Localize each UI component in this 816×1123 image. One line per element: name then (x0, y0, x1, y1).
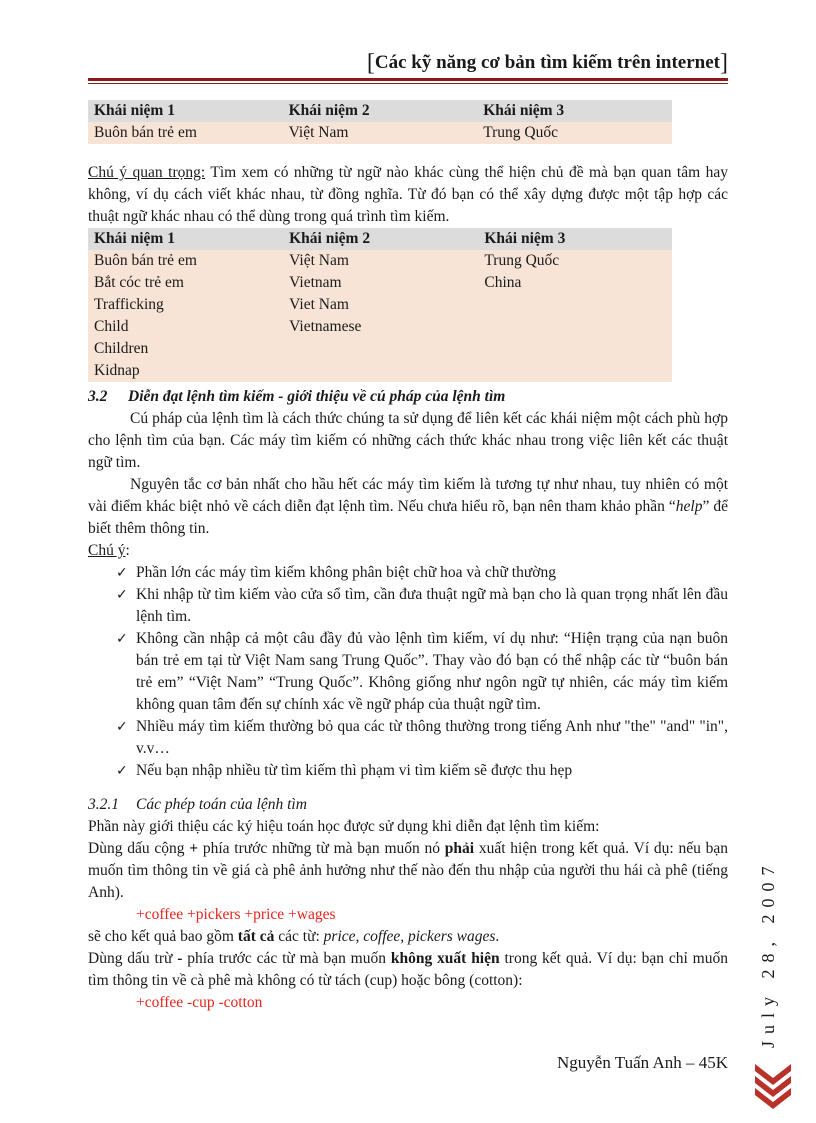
table-row (88, 316, 672, 338)
concept-table-2 (88, 228, 672, 382)
chevron-down-icon (755, 1062, 791, 1114)
paragraph-text: . (495, 928, 500, 945)
table-cell: Buôn bán trẻ em (94, 124, 197, 141)
table-row (88, 294, 672, 316)
table-header-row (88, 100, 672, 122)
table-row (88, 250, 672, 272)
table-cell (478, 316, 672, 338)
note-label: Chú ý (88, 542, 126, 559)
table-cell: Việt Nam (289, 252, 349, 269)
note-heading (88, 540, 728, 562)
list-item (116, 760, 728, 782)
paragraph-text: Dùng dấu trừ (88, 950, 178, 967)
table-header-cell: Khái niệm 1 (88, 100, 283, 122)
table-cell: Vietnamese (289, 318, 362, 335)
footer-author: Nguyễn Tuấn Anh – 45K (557, 1053, 728, 1072)
paragraph-text: sẽ cho kết quả bao gồm (88, 928, 238, 945)
checkmark-icon: ✓ (116, 587, 128, 603)
paragraph-text: Nguyên tắc cơ bản nhất cho hầu hết các máy tìm kiếm là tương tự như nhau, tuy nhiên có một vài điểm khác biệt nhỏ về cách diễn đạt lệnh tìm. Nếu chưa hiểu rõ, bạn nên tham khảo phần “ (88, 476, 728, 515)
table-header-cell: Khái niệm 2 (283, 228, 478, 250)
table-cell: Viet Nam (289, 296, 349, 313)
table-row (88, 272, 672, 294)
paragraph-text: xuất hiện trong kết quả. Ví dụ: nếu bạn muốn tìm thông tin về giá cà phê ảnh hưởng như thế nào đến thu nhập của người thu hái cà phê (tiếng Anh). (88, 840, 728, 901)
header-rule-thick (88, 78, 728, 81)
paragraph-minus (88, 948, 728, 992)
checkmark-icon: ✓ (116, 719, 128, 735)
table-header-row (88, 228, 672, 250)
subsection-title: Các phép toán của lệnh tìm (136, 796, 307, 813)
paragraph-plus (88, 838, 728, 904)
table-cell (283, 338, 478, 360)
important-note (88, 162, 728, 228)
right-bracket: ] (720, 50, 728, 76)
help-term: help (675, 498, 703, 515)
list-item-text: Khi nhập từ tìm kiếm vào cửa sổ tìm, cần đưa thuật ngữ mà bạn cho là quan trọng nhất lên đầu lệnh tìm. (136, 586, 728, 625)
table-cell (478, 294, 672, 316)
table-cell (478, 338, 672, 360)
emphasis: phải (444, 840, 475, 857)
checkmark-icon: ✓ (116, 631, 128, 647)
example-query-1: +coffee +pickers +price +wages (136, 906, 336, 923)
table-header-cell: Khái niệm 1 (88, 228, 283, 250)
table-cell: Child (94, 318, 129, 335)
important-note-label: Chú ý quan trọng: (88, 164, 206, 181)
list-item (116, 716, 728, 760)
paragraph-text: trong kết quả. Ví dụ: bạn chỉ muốn tìm thông tin về cà phê mà không có từ tách (cup) hoặc bông (cotton): (88, 950, 728, 989)
paragraph: Cú pháp của lệnh tìm là cách thức chúng ta sử dụng để liên kết các khái niệm một cách phù hợp cho lệnh tìm của bạn. Các máy tìm kiếm có những cách thức khác nhau trong việc liên kết các thuật ngữ tìm. (88, 410, 728, 471)
list-item (116, 628, 728, 716)
table-cell: Trung Quốc (484, 252, 560, 269)
table-row (88, 338, 672, 360)
list-item-text: Phần lớn các máy tìm kiếm không phân biệt chữ hoa và chữ thường (136, 564, 556, 581)
header-title: Các kỹ năng cơ bản tìm kiếm trên internet (374, 52, 720, 73)
paragraph-text: phía trước các từ mà bạn muốn (182, 950, 391, 967)
page-header (367, 48, 728, 75)
note-colon: : (125, 542, 130, 559)
checkmark-icon: ✓ (116, 565, 128, 581)
table-cell: Kidnap (94, 362, 140, 379)
emphasis: tất cả (237, 928, 275, 945)
paragraph: Phần này giới thiệu các ký hiệu toán học được sử dụng khi diễn đạt lệnh tìm kiếm: (88, 818, 600, 835)
note-list (88, 562, 728, 782)
paragraph-text: ” để biết thêm thông tin. (88, 498, 729, 537)
table-cell: Buôn bán trẻ em (94, 252, 197, 269)
table-cell: Bắt cóc trẻ em (94, 274, 184, 291)
italic-terms: price, coffee, pickers wages (323, 928, 496, 945)
table-cell: Việt Nam (288, 124, 349, 141)
subsection-number: 3.2.1 (88, 796, 119, 813)
table-cell (283, 360, 478, 382)
list-item (116, 584, 728, 628)
header-rule-thin (88, 83, 728, 84)
example-query-2: +coffee -cup -cotton (136, 994, 263, 1011)
list-item-text: Không cần nhập cả một câu đầy đủ vào lệnh tìm kiếm, ví dụ như: “Hiện trạng của nạn buôn bán trẻ em tại từ Việt Nam sang Trung Quốc”. Thay vào đó bạn có thể nhập các từ “buôn bán trẻ em” “Việt Nam” “Trung Quốc”. Không giống như ngôn ngữ tự nhiên, các máy tìm kiếm không quan tâm đến sự chính xác về ngữ pháp của thuật ngữ tìm. (136, 630, 728, 713)
paragraph-text: Dùng dấu cộng (88, 840, 190, 857)
subsection-heading-3-2-1 (88, 794, 728, 816)
table-cell: China (484, 274, 522, 291)
checkmark-icon: ✓ (116, 763, 128, 779)
table-row (88, 360, 672, 382)
emphasis: không xuất hiện (390, 950, 500, 967)
concept-table-1 (88, 100, 672, 144)
minus-symbol: - (177, 950, 183, 967)
table-cell: Trafficking (94, 296, 164, 313)
table-cell (478, 360, 672, 382)
left-bracket: [ (366, 50, 375, 76)
paragraph-result (88, 926, 728, 948)
table-header-cell: Khái niệm 2 (283, 100, 478, 122)
table-cell: Children (94, 340, 149, 357)
table-header-cell: Khái niệm 3 (477, 100, 672, 122)
plus-symbol: + (189, 840, 199, 857)
page-content (88, 100, 728, 1014)
paragraph-help (88, 474, 728, 540)
section-heading-3-2 (88, 386, 728, 408)
footer-date: July 28, 2007 (758, 859, 778, 1048)
table-row (88, 122, 672, 144)
table-cell: Trung Quốc (483, 124, 559, 141)
paragraph-text: các từ: (274, 928, 324, 945)
section-number: 3.2 (88, 388, 108, 405)
list-item-text: Nếu bạn nhập nhiều từ tìm kiếm thì phạm vi tìm kiếm sẽ được thu hẹp (136, 762, 573, 779)
section-title: Diễn đạt lệnh tìm kiếm - giới thiệu về cú pháp của lệnh tìm (128, 388, 506, 405)
table-header-cell: Khái niệm 3 (478, 228, 672, 250)
paragraph-text: phía trước những từ mà bạn muốn nó (198, 840, 445, 857)
list-item (116, 562, 728, 584)
important-note-text: Tìm xem có những từ ngữ nào khác cùng thể hiện chủ đề mà bạn quan tâm hay không, ví dụ cách viết khác nhau, từ đồng nghĩa. Từ đó bạn có thể xây dựng được một tập hợp các thuật ngữ khác nhau có thể dùng trong quá trình tìm kiếm. (88, 164, 729, 225)
table-cell: Vietnam (289, 274, 342, 291)
list-item-text: Nhiều máy tìm kiếm thường bỏ qua các từ thông thường trong tiếng Anh như "the" "and" "in", v.v… (136, 718, 728, 757)
